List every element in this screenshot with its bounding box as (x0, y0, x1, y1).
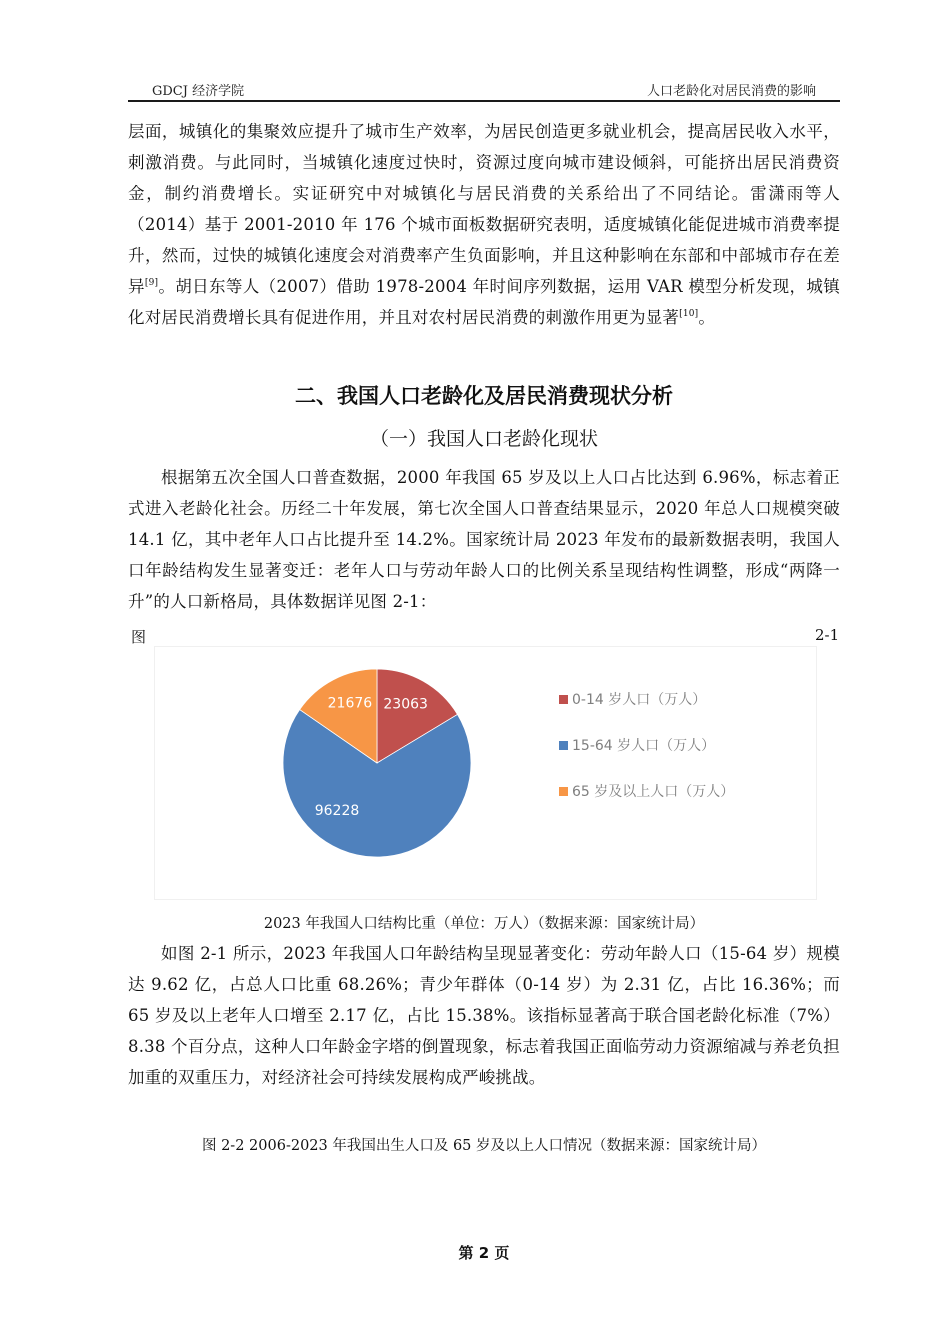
paragraph-aging-status: 根据第五次全国人口普查数据，2000 年我国 65 岁及以上人口占比达到 6.96%，标志着正式进入老龄化社会。历经二十年发展，第七次全国人口普查结果显示，2020 年总人口规模突破 14.1 亿，其中老年人口占比提升至 14.2%。国家统计局 2023 年发布的最新数据表明，我国人口年龄结构发生显著变迁：老年人口与劳动年龄人口的比例关系呈现结构性调整，形成“两降一升”的人口新格局，具体数据详见图 2-1： (128, 468, 840, 611)
legend-item-15-64 (559, 735, 715, 755)
figure-label-number: 2-1 (815, 626, 840, 644)
page-number: 第 2 页 (458, 1244, 510, 1262)
section-heading: 二、我国人口老龄化及居民消费现状分析 (295, 384, 673, 408)
citation-10[interactable]: [10] (679, 309, 699, 319)
subsection-heading: （一）我国人口老龄化现状 (369, 428, 598, 450)
legend-label: 65 岁及以上人口（万人） (572, 784, 735, 800)
paragraph-text: 层面，城镇化的集聚效应提升了城市生产效率，为居民创造更多就业机会，提高居民收入水平，刺激消费。与此同时，当城镇化速度过快时，资源过度向城市建设倾斜，可能挤出居民消费资金，制约消费增长。实证研究中对城镇化与居民消费的关系给出了不同结论。雷潇雨等人（2014）基于 2001-2010 年 176 个城市面板数据研究表明，适度城镇化能促进城市消费率提升，然而，过快的城镇化速度会对消费率产生负面影响，并且这种影响在东部和中部城市存在差异 (128, 122, 840, 296)
figure-2-caption: 图 2-2 2006-2023 年我国出生人口及 65 岁及以上人口情况（数据来源：国家统计局） (201, 1138, 767, 1154)
pie-chart-population-structure (154, 646, 817, 900)
legend-label: 15-64 岁人口（万人） (572, 738, 716, 754)
header-paper-title: 人口老龄化对居民消费的影响 (646, 84, 816, 99)
paragraph-text: 。 (698, 308, 716, 327)
figure-label-prefix: 图 (131, 628, 147, 646)
paragraph-text: 。胡日东等人（2007）借助 1978-2004 年时间序列数据，运用 VAR 模型分析发现，城镇化对居民消费增长具有促进作用，并且对农村居民消费的刺激作用更为显著 (128, 277, 840, 327)
header-divider (128, 100, 840, 102)
figure-1-caption: 2023 年我国人口结构比重（单位：万人）（数据来源：国家统计局） (263, 916, 705, 932)
legend-swatch-blue-icon (559, 741, 568, 750)
paragraph-urbanization (128, 116, 840, 333)
pie-value-label: 96228 (314, 803, 360, 819)
pie-value-label: 21676 (327, 695, 373, 712)
header-institution: GDCJ 经济学院 (152, 84, 245, 99)
legend-item-0-14 (559, 689, 706, 709)
legend-swatch-red-icon (559, 695, 568, 704)
pie-slices (283, 669, 471, 857)
legend-label: 0-14 岁人口（万人） (572, 692, 707, 708)
pie-chart-svg (155, 647, 816, 899)
citation-9[interactable]: [9] (144, 278, 159, 288)
page-header (128, 78, 840, 100)
legend-swatch-orange-icon (559, 787, 568, 796)
paragraph-figure-analysis: 如图 2-1 所示，2023 年我国人口年龄结构呈现显著变化：劳动年龄人口（15-64 岁）规模达 9.62 亿，占总人口比重 68.26%；青少年群体（0-14 岁）为 2.31 亿，占比 16.36%；而 65 岁及以上老年人口增至 2.17 亿，占比 15.38%。该指标显著高于联合国老龄化标准（7%）8.38 个百分点，这种人口年龄金字塔的倒置现象，标志着我国正面临劳动力资源缩减与养老负担加重的双重压力，对经济社会可持续发展构成严峻挑战。 (128, 944, 840, 1087)
pie-value-label: 23063 (383, 696, 428, 713)
legend-item-65-plus (559, 781, 734, 801)
